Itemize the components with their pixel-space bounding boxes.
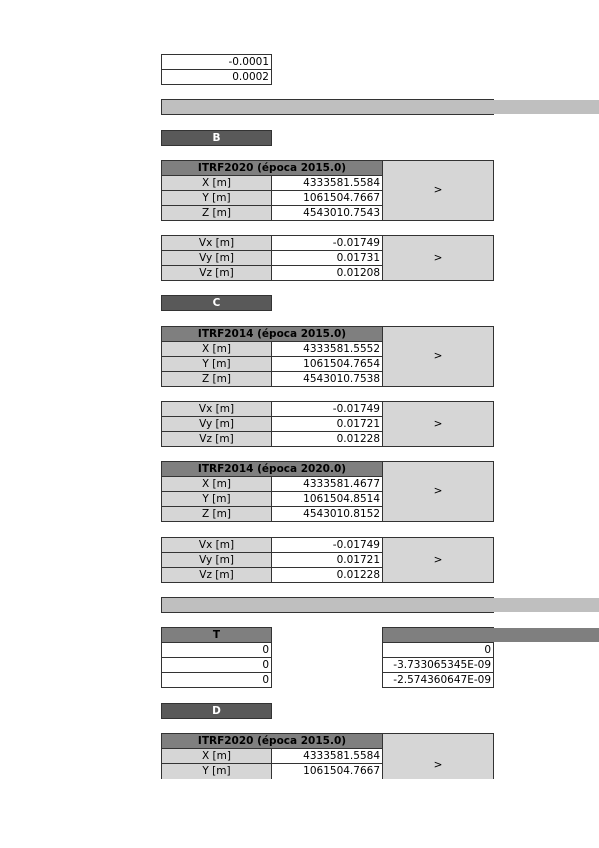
row-value: -0.01749 [271,235,383,251]
row-value: 0.01731 [271,250,383,266]
row-value: 4333581.4677 [271,476,383,492]
top-value-2: 0.0002 [161,69,272,85]
convert-button[interactable]: > [382,537,494,583]
row-value: 1061504.7667 [271,190,383,206]
row-value: 1061504.7654 [271,356,383,372]
row-label: Y [m] [161,491,272,507]
row-label: X [m] [161,175,272,191]
row-value: 0.01721 [271,552,383,568]
row-label: Vz [m] [161,567,272,583]
convert-button[interactable]: > [382,235,494,281]
row-label: Vx [m] [161,235,272,251]
section-c-header: C [161,295,272,311]
row-value: 4333581.5552 [271,341,383,357]
row-value: -0.01749 [271,537,383,553]
row-label: X [m] [161,341,272,357]
section-t-header: T [161,627,272,643]
row-value: 0.01228 [271,567,383,583]
row-label: X [m] [161,476,272,492]
divider-band [161,99,494,115]
top-value-1: -0.0001 [161,54,272,70]
row-label: Z [m] [161,205,272,221]
row-label: Y [m] [161,763,272,779]
section-d-table1-title: ITRF2020 (época 2015.0) [161,733,383,749]
row-label: Vx [m] [161,401,272,417]
convert-button[interactable]: > [382,326,494,387]
row-value: 4333581.5584 [271,748,383,764]
row-label: Vy [m] [161,552,272,568]
row-label: Vy [m] [161,250,272,266]
divider-band [161,597,494,613]
row-label: Vy [m] [161,416,272,432]
row-label: X [m] [161,748,272,764]
section-d-header: D [161,703,272,719]
row-value: 1061504.8514 [271,491,383,507]
row-value: 0.01228 [271,431,383,447]
row-value: 1061504.7667 [271,763,383,779]
row-label: Z [m] [161,506,272,522]
convert-button[interactable]: > [382,401,494,447]
divider-band-extension [493,598,599,612]
row-label: Z [m] [161,371,272,387]
t-left-value: 0 [161,672,272,688]
t-right-header-extension [493,628,599,642]
section-b-table1-title: ITRF2020 (época 2015.0) [161,160,383,176]
convert-button[interactable]: > [382,733,494,779]
row-label: Vx [m] [161,537,272,553]
row-label: Vz [m] [161,265,272,281]
row-value: 4543010.8152 [271,506,383,522]
t-right-value: -3.733065345E-09 [382,657,494,673]
section-c-table1-title: ITRF2014 (época 2015.0) [161,326,383,342]
row-value: 4333581.5584 [271,175,383,191]
t-right-header [382,627,494,643]
row-value: -0.01749 [271,401,383,417]
t-left-value: 0 [161,657,272,673]
convert-button[interactable]: > [382,160,494,221]
row-value: 0.01208 [271,265,383,281]
t-right-value: -2.574360647E-09 [382,672,494,688]
row-label: Y [m] [161,190,272,206]
t-left-value: 0 [161,642,272,658]
row-value: 4543010.7538 [271,371,383,387]
row-label: Vz [m] [161,431,272,447]
convert-button[interactable]: > [382,461,494,522]
row-label: Y [m] [161,356,272,372]
section-c-table3-title: ITRF2014 (época 2020.0) [161,461,383,477]
section-b-header: B [161,130,272,146]
row-value: 0.01721 [271,416,383,432]
divider-band-extension [493,100,599,114]
row-value: 4543010.7543 [271,205,383,221]
t-right-value: 0 [382,642,494,658]
